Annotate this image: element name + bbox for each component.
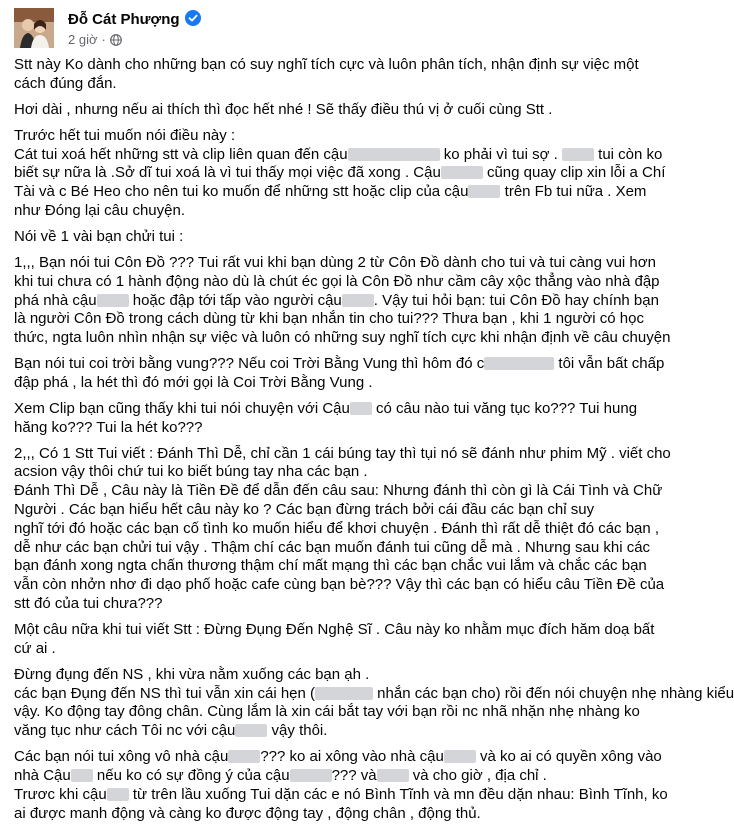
post-paragraph: [14, 101, 639, 120]
post-text-line: thức, ngta luôn nhìn nhận sự việc và luôn có những suy nghĩ tích cực khi nhận định về câu chuyện: [14, 329, 671, 347]
meta-separator: ·: [101, 32, 106, 47]
redacted-name: [484, 357, 554, 370]
post-text-line: Người . Các bạn hiểu hết câu này ko ? Các bạn đừng trách bởi cái đầu các bạn chỉ suy: [14, 501, 595, 519]
post-text-segment: tôi vẫn bất chấp: [554, 355, 665, 373]
post-text-segment: ko phải vì tui sợ .: [439, 145, 562, 163]
post-text-line: dễ như các bạn chửi tui vậy . Thậm chí các bạn muốn đánh tui cũng dễ mà . Nhưng sau khi các: [14, 538, 651, 556]
post-meta: [68, 32, 122, 49]
redacted-name: [342, 294, 374, 307]
post-text-line: [14, 400, 639, 419]
post-text-segment: và ko ai có quyền xông vào: [475, 748, 662, 766]
post-text-line: acsion vậy thôi chứ tui ko biết búng tay nha các bạn .: [14, 463, 368, 481]
post-text-line: Đừng đụng đến NS , khi vừa nằm xuống các bạn ạh .: [14, 665, 370, 683]
post-text-line: [14, 785, 668, 805]
post-text-line: nghĩ tới đó hoặc các bạn cố tình ko muốn hiểu để khơi chuyện . Đánh thì rất dễ thiệt đó các bạn ,: [14, 519, 660, 537]
redacted-name: [348, 148, 440, 161]
post-text-line: 1,,, Bạn nói tui Côn Đồ ??? Tui rất vui khi bạn dùng 2 từ Côn Đồ dành cho tui và tui càng vui hơn: [14, 253, 656, 271]
post-text-line: stt đó của tui chưa???: [14, 595, 163, 613]
post-text-segment: ??? và: [331, 766, 377, 784]
post-text-line: đập phá , la hét thì đó mới gọi là Coi Trời Bằng Vung .: [14, 373, 373, 391]
post-paragraph: [14, 56, 639, 94]
post-text-line: Một câu nữa khi tui viết Stt : Đừng Đụng Đến Nghệ Sĩ . Câu này ko nhằm mục đích hăm doạ bất: [14, 621, 655, 639]
post-paragraph: [14, 665, 734, 741]
redacted-name: [444, 750, 476, 763]
post-text-line: Hơi dài , nhưng nếu ai thích thì đọc hết nhé ! Sẽ thấy điều thú vị ở cuối cùng Stt .: [14, 100, 553, 118]
post-text-line: là người Côn Đồ trong cách dùng từ khi bạn nhắn tin cho tui??? Thưa bạn , khi 1 người có học: [14, 310, 644, 328]
redacted-name: [290, 769, 332, 782]
post-text-line: ai được manh động và càng ko được động tay , động chân , động thủ.: [14, 804, 481, 822]
post-text-segment: Các bạn nói tui xông vô nhà cậu: [14, 748, 229, 766]
post-text-line: [14, 722, 639, 741]
post-text-segment: nhắn các bạn cho) rồi đến nói chuyện nhẹ nhàng kiểu: [373, 684, 734, 702]
post-text-segment: Bạn nói tui coi trời bằng vung??? Nếu coi Trời Bằng Vung thì hôm đó c: [14, 355, 485, 373]
post-text-segment: Trươc khi cậu: [14, 785, 107, 803]
post-text-line: [14, 183, 647, 202]
post-text-segment: nhà Cậu: [14, 766, 71, 784]
post-text-segment: nếu ko có sự đồng ý của cậu: [92, 766, 290, 784]
author-name[interactable]: [68, 10, 201, 30]
post-text-segment: các bạn Đụng đến NS thì tui vẫn xin cái hẹn (: [14, 684, 316, 702]
post-text-line: như Đóng lại câu chuyện.: [14, 201, 185, 219]
post-text-segment: cũng quay clip xin lỗi a Chí: [482, 164, 666, 182]
post-text-line: [14, 164, 666, 183]
author-name-text[interactable]: Đỗ Cát Phượng: [68, 11, 180, 28]
globe-icon[interactable]: [110, 34, 122, 49]
post-paragraph: [14, 355, 665, 393]
post-text-segment: văng tục như cách Tôi nc với cậu: [14, 722, 236, 740]
post-text-segment: vậy thôi.: [267, 722, 328, 740]
redacted-name: [562, 148, 594, 161]
post-text-segment: có câu nào tui văng tục ko??? Tui hung: [371, 399, 638, 417]
author-avatar[interactable]: [14, 8, 54, 48]
redacted-name: [107, 788, 129, 801]
redacted-name: [468, 185, 500, 198]
post-text-line: [14, 355, 665, 374]
post-text-segment: Cát tui xoá hết những stt và clip liên quan đến cậu: [14, 145, 348, 163]
post-text-line: 2,,, Có 1 Stt Tui viết : Đánh Thì Dễ, chỉ cần 1 cái búng tay thì tụi nó sẽ đánh như phim Mỹ . viết cho: [14, 444, 671, 462]
post-text-line: [14, 291, 659, 311]
redacted-name: [97, 294, 129, 307]
post-header: [14, 6, 634, 52]
post-text-line: cách đúng đắn.: [14, 74, 117, 92]
post-paragraph: [14, 400, 639, 438]
post-text-segment: Xem Clip bạn cũng thấy khi tui nói chuyện với Cậu: [14, 399, 350, 417]
post-text-line: Đánh Thì Dễ , Câu này là Tiền Đề để dẫn đến câu sau: Nhưng đánh thì còn gì là Cái Tình và Chữ: [14, 482, 663, 500]
redacted-name: [228, 750, 260, 763]
post-paragraph: [14, 621, 655, 659]
post-paragraph: [14, 253, 671, 348]
post-text-line: Stt này Ko dành cho những bạn có suy nghĩ tích cực và luôn phân tích, nhận định sự việc một: [14, 56, 639, 73]
post-text-segment: biết sự nữa là .Sở dĩ tui xoá là vì tui thấy mọi việc đã xong . Cậu: [14, 164, 441, 182]
post-text-segment: tui còn ko: [593, 145, 663, 163]
post-text-line: vẫn còn nhởn nhơ đi dạo phố hoặc cafe cùng bạn bè??? Vậy thì các bạn có hiểu câu Tiền Đề của: [14, 576, 665, 594]
redacted-name: [350, 402, 372, 415]
post-text-segment: từ trên lầu xuống Tui dặn các e nó Bình Tĩnh và mn đều dặn nhau: Bình Tĩnh, ko: [128, 785, 668, 803]
post-text-segment: trên Fb tui nữa . Xem: [500, 183, 647, 201]
post-body: [14, 56, 734, 831]
post-paragraph: [14, 444, 671, 614]
post-text-segment: phá nhà cậu: [14, 291, 97, 309]
post-paragraph: [14, 228, 639, 247]
post-timestamp[interactable]: 2 giờ: [68, 32, 98, 47]
post-text-line: Trước hết tui muốn nói điều này :: [14, 126, 236, 144]
redacted-name: [315, 687, 373, 700]
post-text-segment: . Vậy tui hỏi bạn: tui Côn Đồ hay chính bạn: [373, 291, 659, 309]
post-text-line: vậy. Ko động tay đông chân. Cùng lắm là xin cái bắt tay với bạn rồi nc nhã nhặn nhẹ nhàng ko: [14, 703, 640, 721]
post-text-line: Nói về 1 vài bạn chửi tui :: [14, 227, 184, 245]
post-text-line: [14, 684, 734, 704]
redacted-name: [71, 769, 93, 782]
post-text-segment: ??? ko ai xông vào nhà cậu: [260, 748, 444, 766]
post-text-segment: hoặc đập tới tấp vào người cậu: [128, 291, 342, 309]
post-paragraph: [14, 126, 666, 221]
post-text-line: [14, 145, 663, 165]
post-text-segment: và cho giờ , địa chỉ .: [408, 766, 547, 784]
post-text-segment: Tài và c Bé Heo cho nên tui ko muốn để những stt hoặc clip của cậu: [14, 183, 469, 201]
verified-badge-icon: [185, 10, 201, 30]
redacted-name: [235, 724, 267, 737]
post-paragraph: [14, 748, 668, 823]
post-text-line: khi tui chưa có 1 hành động nào dù là chút éc gọi là Côn Đồ như cầm cây xộc thẳng vào nhà đập: [14, 272, 660, 290]
post-text-line: [14, 767, 639, 786]
post-text-line: bạn đánh xong ngta chấn thương thậm chí mất mạng thì các bạn chắc vui lắm và chắc các bạn: [14, 557, 647, 575]
post-text-line: hăng ko??? Tui la hét ko???: [14, 418, 203, 436]
post-text-line: [14, 748, 662, 767]
redacted-name: [377, 769, 409, 782]
post-text-line: cứ ai .: [14, 639, 56, 657]
redacted-name: [441, 166, 483, 179]
